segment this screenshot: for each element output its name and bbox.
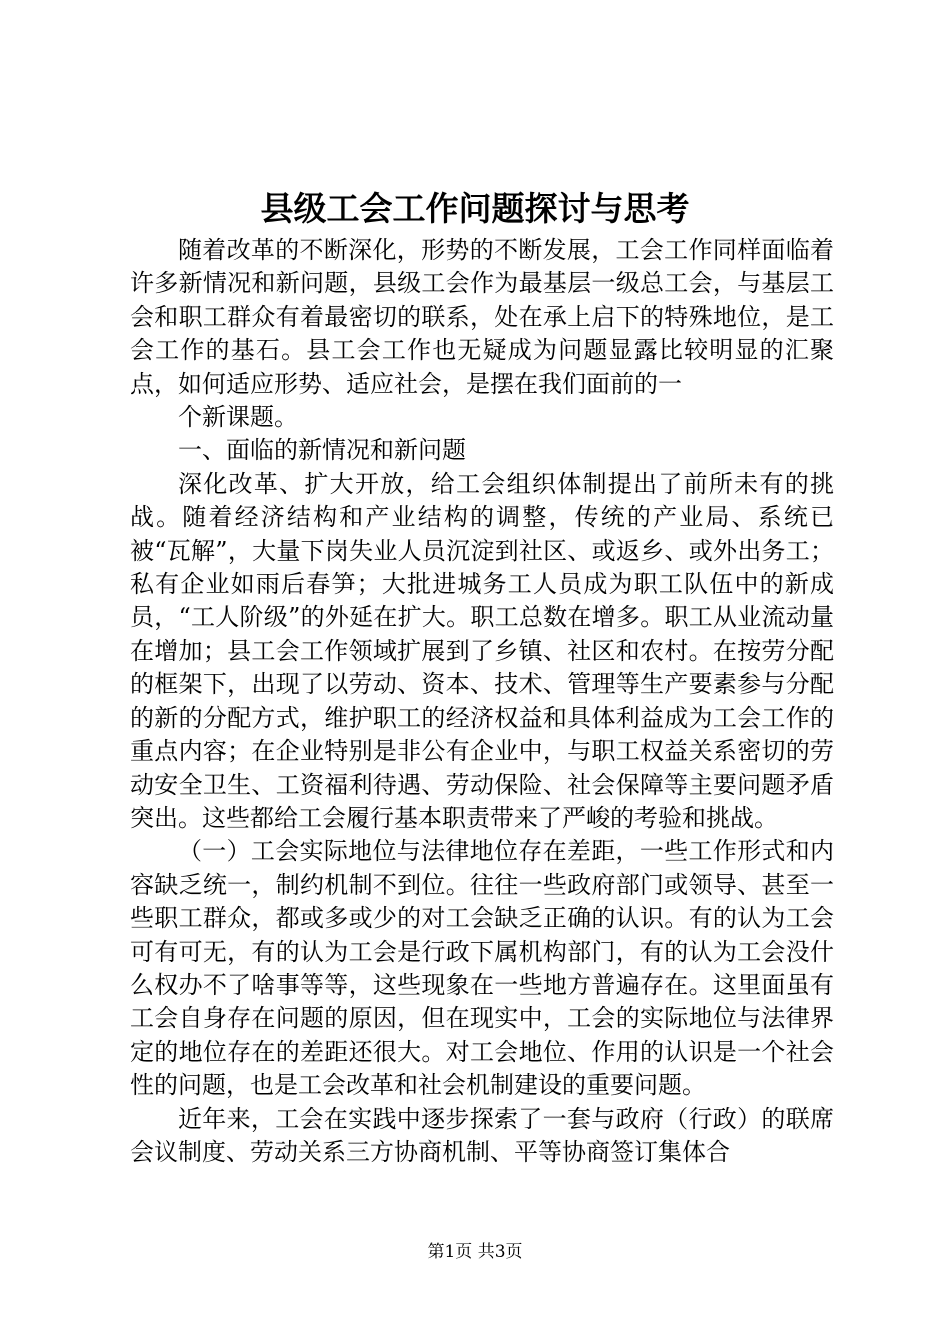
paragraph-intro-continued: 个新课题。 <box>178 403 298 432</box>
paragraph-intro: 随着改革的不断深化，形势的不断发展，工会工作同样面临着许多新情况和新问题，县级工会作为最基层一级总工会，与基层工会和职工群众有着最密切的联系，处在承上启下的特殊地位，是工会工作的基石。县工会工作也无疑成为问题显露比较明显的汇聚点，如何适应形势、适应社会，是摆在我们面前的一 <box>130 236 834 398</box>
document-body <box>130 234 834 1169</box>
paragraph-recent-years: 近年来，工会在实践中逐步探索了一套与政府（行政）的联席会议制度、劳动关系三方协商机制、平等协商签订集体合 <box>130 1104 834 1166</box>
page-number-footer: 第1页 共3页 <box>427 1242 523 1262</box>
paragraph-subsection-1: （一）工会实际地位与法律地位存在差距，一些工作形式和内容缺乏统一，制约机制不到位。往往一些政府部门或领导、甚至一些职工群众，都或多或少的对工会缺乏正确的认识。有的认为工会可有可无，有的认为工会是行政下属机构部门，有的认为工会没什么权办不了啥事等等，这些现象在一些地方普遍存在。这里面虽有工会自身存在问题的原因，但在现实中，工会的实际地位与法律界定的地位存在的差距还很大。对工会地位、作用的认识是一个社会性的问题，也是工会改革和社会机制建设的重要问题。 <box>130 837 834 1100</box>
document-title: 县级工会工作问题探讨与思考 <box>260 189 690 228</box>
section-heading-1: 一、面临的新情况和新问题 <box>178 436 466 465</box>
paragraph-section-1: 深化改革、扩大开放，给工会组织体制提出了前所未有的挑战。随着经济结构和产业结构的调整，传统的产业局、系统已被“瓦解”，大量下岗失业人员沉淀到社区、或返乡、或外出务工；私有企业如雨后春笋；大批进城务工人员成为职工队伍中的新成员，“工人阶级”的外延在扩大。职工总数在增多。职工从业流动量在增加；县工会工作领域扩展到了乡镇、社区和农村。在按劳分配的框架下，出现了以劳动、资本、技术、管理等生产要素参与分配的新的分配方式，维护职工的经济权益和具体利益成为工会工作的重点内容；在企业特别是非公有企业中，与职工权益关系密切的劳动安全卫生、工资福利待遇、劳动保险、社会保障等主要问题矛盾突出。这些都给工会履行基本职责带来了严峻的考验和挑战。 <box>130 469 834 832</box>
